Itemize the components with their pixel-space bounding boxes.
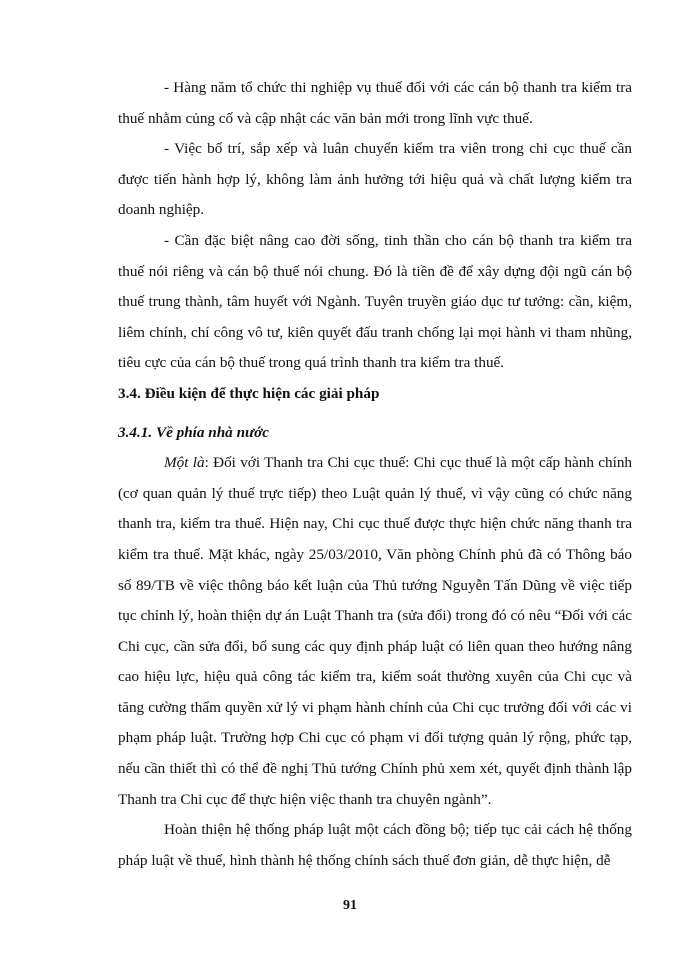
paragraph-lead-phrase: Một là xyxy=(164,454,205,472)
page-number: 91 xyxy=(343,898,357,913)
subsection-heading: 3.4.1. Về phía nhà nước xyxy=(118,423,270,441)
section-heading: 3.4. Điều kiện để thực hiện các giải pháp xyxy=(118,384,380,402)
paragraph-state-inspection-body: : Đối với Thanh tra Chi cục thuế: Chi cục thuế là một cấp hành chính (cơ quan quản lý thuế trực tiếp) theo Luật quản lý thuế, vì vậy cũng có chức năng thanh tra, kiểm tra thuế. Hiện nay, Chi cục thuế được thực hiện chức năng thanh tra kiểm tra thuế. Mặt khác, ngày 25/03/2010, Văn phòng Chính phủ đã có Thông báo số 89/TB về việc thông báo kết luận của Thủ tướng Nguyễn Tấn Dũng về việc tiếp tục chỉnh lý, hoàn thiện dự án Luật Thanh tra (sửa đổi) trong đó có nêu “Đối với các Chi cục, cần sửa đổi, bổ sung các quy định pháp luật có liên quan theo hướng nâng cao hiệu lực, hiệu quả công tác kiểm tra, kiểm soát thường xuyên của Chi cục và tăng cường thẩm quyền xử lý vi phạm hành chính của Chi cục trưởng đối với các vi phạm pháp luật. Trường hợp Chi cục có phạm vi đối tượng quản lý rộng, phức tạp, nếu cần thiết thì có thể đề nghị Thủ tướng Chính phủ xem xét, quyết định thành lập Thanh tra Chi cục để thực hiện việc thanh tra chuyên ngành”. xyxy=(118,454,633,808)
paragraph-state-inspection xyxy=(118,448,632,815)
paragraph-legal-system: Hoàn thiện hệ thống pháp luật một cách đồng bộ; tiếp tục cải cách hệ thống pháp luật về thuế, hình thành hệ thống chính sách thuế đơn giản, dễ thực hiện, dễ xyxy=(118,821,632,869)
page-body xyxy=(118,73,632,876)
paragraph-staff-rotation: - Việc bố trí, sắp xếp và luân chuyển kiểm tra viên trong chi cục thuế cần được tiến hành hợp lý, không làm ảnh hưởng tới hiệu quả và chất lượng kiểm tra doanh nghiệp. xyxy=(118,140,632,219)
paragraph-exam-training: - Hàng năm tổ chức thi nghiệp vụ thuế đối với các cán bộ thanh tra kiểm tra thuế nhằm củng cố và cập nhật các văn bản mới trong lĩnh vực thuế. xyxy=(118,79,632,127)
paragraph-staff-welfare: - Cần đặc biệt nâng cao đời sống, tinh thần cho cán bộ thanh tra kiểm tra thuế nói riêng và cán bộ thuế nói chung. Đó là tiền đề để xây dựng đội ngũ cán bộ thuế trung thành, tâm huyết với Ngành. Tuyên truyền giáo dục tư tưởng: cần, kiệm, liêm chính, chí công vô tư, kiên quyết đấu tranh chống lại mọi hành vi tham nhũng, tiêu cực của cán bộ thuế trong quá trình thanh tra kiểm tra thuế. xyxy=(118,231,632,372)
